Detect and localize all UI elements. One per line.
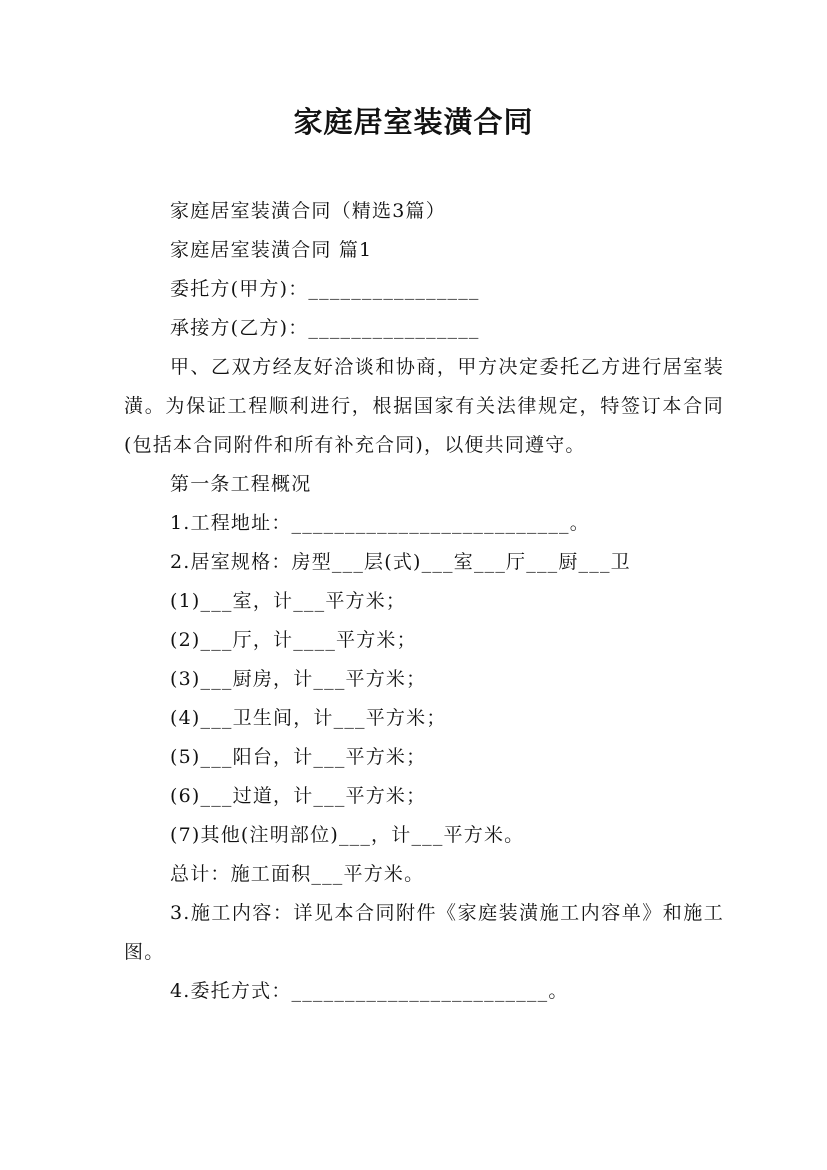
paragraph-construction-content: 3.施工内容：详见本合同附件《家庭装潢施工内容单》和施工图。 xyxy=(124,902,724,963)
paragraph-item-1: (1)___室，计___平方米； xyxy=(170,590,407,612)
paragraph-item-5: (5)___阳台，计___平方米； xyxy=(170,746,427,768)
paragraph-commission-method: 4.委托方式：________________________。 xyxy=(170,980,569,1002)
paragraph-item-3: (3)___厨房，计___平方米； xyxy=(170,668,427,690)
paragraph-preamble: 甲、乙双方经友好洽谈和协商，甲方决定委托乙方进行居室装潢。为保证工程顺利进行，根据国家有关法律规定，特签订本合同(包括本合同附件和所有补充合同)，以便共同遵守。 xyxy=(124,356,724,456)
paragraph-subtitle: 家庭居室装潢合同（精选3篇） xyxy=(170,200,446,222)
paragraph-section-heading: 家庭居室装潢合同 篇1 xyxy=(170,239,373,261)
paragraph-party-b: 承接方(乙方)：________________ xyxy=(170,317,480,339)
paragraph-total-area: 总计：施工面积___平方米。 xyxy=(170,863,425,885)
document-title: 家庭居室装潢合同 xyxy=(293,105,534,139)
paragraph-item-4: (4)___卫生间，计___平方米； xyxy=(170,707,447,729)
paragraph-item-6: (6)___过道，计___平方米； xyxy=(170,785,427,807)
paragraph-item-7: (7)其他(注明部位)___，计___平方米。 xyxy=(170,824,525,846)
paragraph-item-2: (2)___厅，计____平方米； xyxy=(170,629,417,651)
paragraph-project-address: 1.工程地址：__________________________。 xyxy=(170,512,590,534)
paragraph-party-a: 委托方(甲方)：________________ xyxy=(170,278,480,300)
document-body xyxy=(124,192,724,1011)
paragraph-room-spec: 2.居室规格：房型___层(式)___室___厅___厨___卫 xyxy=(170,551,631,573)
paragraph-article-1-heading: 第一条工程概况 xyxy=(170,473,312,495)
